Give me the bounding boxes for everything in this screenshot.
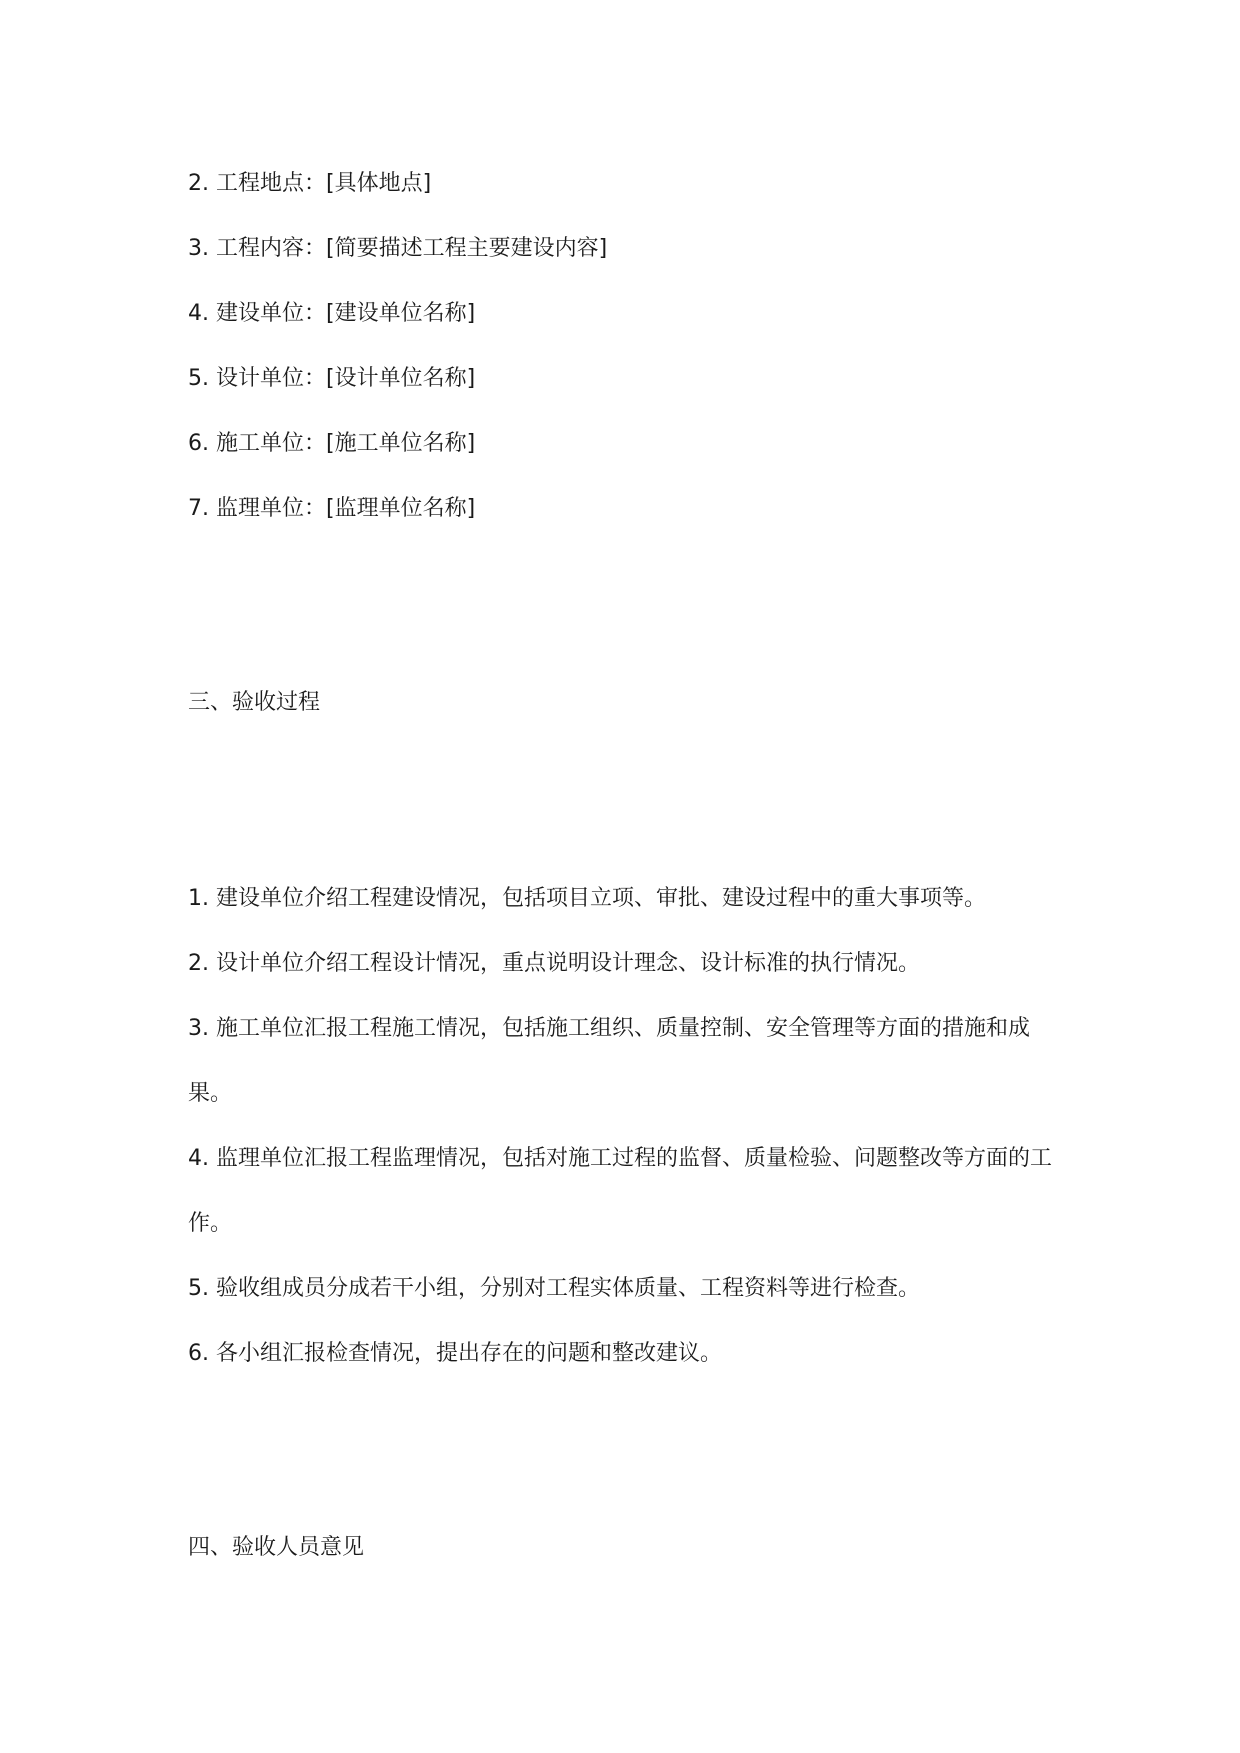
process-item-5: 5. 验收组成员分成若干小组，分别对工程实体质量、工程资料等进行检查。	[188, 1276, 920, 1301]
section-heading-acceptance-process: 三、验收过程	[188, 690, 321, 715]
process-item-2: 2. 设计单位介绍工程设计情况，重点说明设计理念、设计标准的执行情况。	[188, 951, 920, 976]
project-info-content: 3. 工程内容：[简要描述工程主要建设内容]	[188, 236, 608, 261]
process-item-6: 6. 各小组汇报检查情况，提出存在的问题和整改建议。	[188, 1341, 722, 1366]
project-info-designer: 5. 设计单位：[设计单位名称]	[188, 366, 476, 391]
project-info-supervisor: 7. 监理单位：[监理单位名称]	[188, 496, 476, 521]
process-item-4: 4. 监理单位汇报工程监理情况，包括对施工过程的监督、质量检验、问题整改等方面的工	[188, 1146, 1052, 1171]
project-info-contractor: 6. 施工单位：[施工单位名称]	[188, 431, 476, 456]
process-item-1: 1. 建设单位介绍工程建设情况，包括项目立项、审批、建设过程中的重大事项等。	[188, 886, 986, 911]
section-heading-acceptance-opinions: 四、验收人员意见	[188, 1535, 365, 1560]
project-info-location: 2. 工程地点：[具体地点]	[188, 171, 432, 196]
process-item-3: 3. 施工单位汇报工程施工情况，包括施工组织、质量控制、安全管理等方面的措施和成	[188, 1016, 1030, 1041]
process-item-3-continued: 果。	[188, 1081, 233, 1106]
project-info-owner: 4. 建设单位：[建设单位名称]	[188, 301, 476, 326]
process-item-4-continued: 作。	[188, 1211, 233, 1236]
